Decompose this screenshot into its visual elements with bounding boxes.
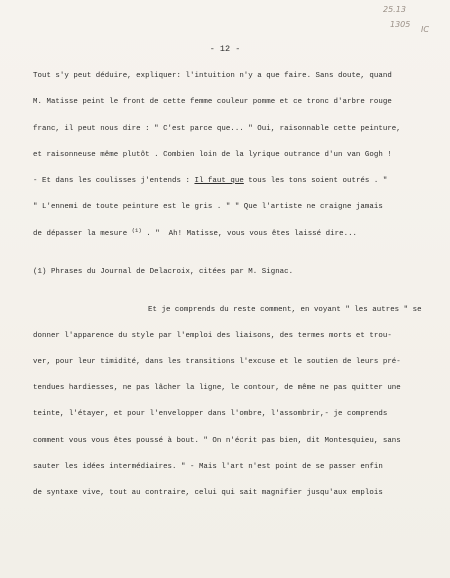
text-line <box>33 227 433 238</box>
text-line: Tout s'y peut déduire, expliquer: l'intuition n'y a que faire. Sans doute, quand <box>33 72 392 80</box>
text-line: et raisonneuse même plutôt . Combien loin de la lyrique outrance d'un van Gogh ! <box>33 151 392 159</box>
text-line: " L'ennemi de toute peinture est le gris . " " Que l'artiste ne craigne jamais <box>33 203 383 211</box>
text-line: teinte, l'étayer, et pour l'envelopper dans l'ombre, l'assombrir,- je comprends <box>33 410 388 418</box>
margin-annotation: 1305 <box>390 20 411 29</box>
text-segment: . " Ah! Matisse, vous vous êtes laissé dire... <box>141 230 358 238</box>
text-segment: - Et dans les coulisses j'entends : <box>33 177 195 185</box>
text-line: M. Matisse peint le front de cette femme couleur pomme et ce tronc d'arbre rouge <box>33 98 392 106</box>
text-line: comment vous vous êtes poussé à bout. " On n'écrit pas bien, dit Montesquieu, sans <box>33 437 401 445</box>
footnote-marker: (1) <box>131 227 142 234</box>
text-line: ver, pour leur timidité, dans les transitions l'excuse et le soutien de leurs pré- <box>33 358 401 366</box>
text-line: tendues hardiesses, ne pas lâcher la ligne, le contour, de même ne pas quitter une <box>33 384 401 392</box>
text-line: de syntaxe vive, tout au contraire, celui qui sait magnifier jusqu'aux emplois <box>33 489 383 497</box>
text-line: franc, il peut nous dire : " C'est parce que... " Oui, raisonnable cette peinture, <box>33 125 401 133</box>
text-line: sauter les idées intermédiaires. " - Mais l'art n'est point de se passer enfin <box>33 463 383 471</box>
text-segment: tous les tons soient outrés . " <box>243 177 388 185</box>
underlined-phrase: Il faut que <box>194 177 244 185</box>
margin-annotation: IC <box>421 25 429 34</box>
text-segment: de dépasser la mesure <box>33 230 132 238</box>
footnote: (1) Phrases du Journal de Delacroix, citées par M. Signac. <box>33 268 294 276</box>
text-line <box>33 177 433 185</box>
text-line: Et je comprends du reste comment, en voyant " les autres " se <box>148 306 422 314</box>
margin-annotation: 25.13 <box>383 5 406 14</box>
page-number: - 12 - <box>209 44 241 54</box>
text-line: donner l'apparence du style par l'emploi des liaisons, des termes morts et trou- <box>33 332 392 340</box>
